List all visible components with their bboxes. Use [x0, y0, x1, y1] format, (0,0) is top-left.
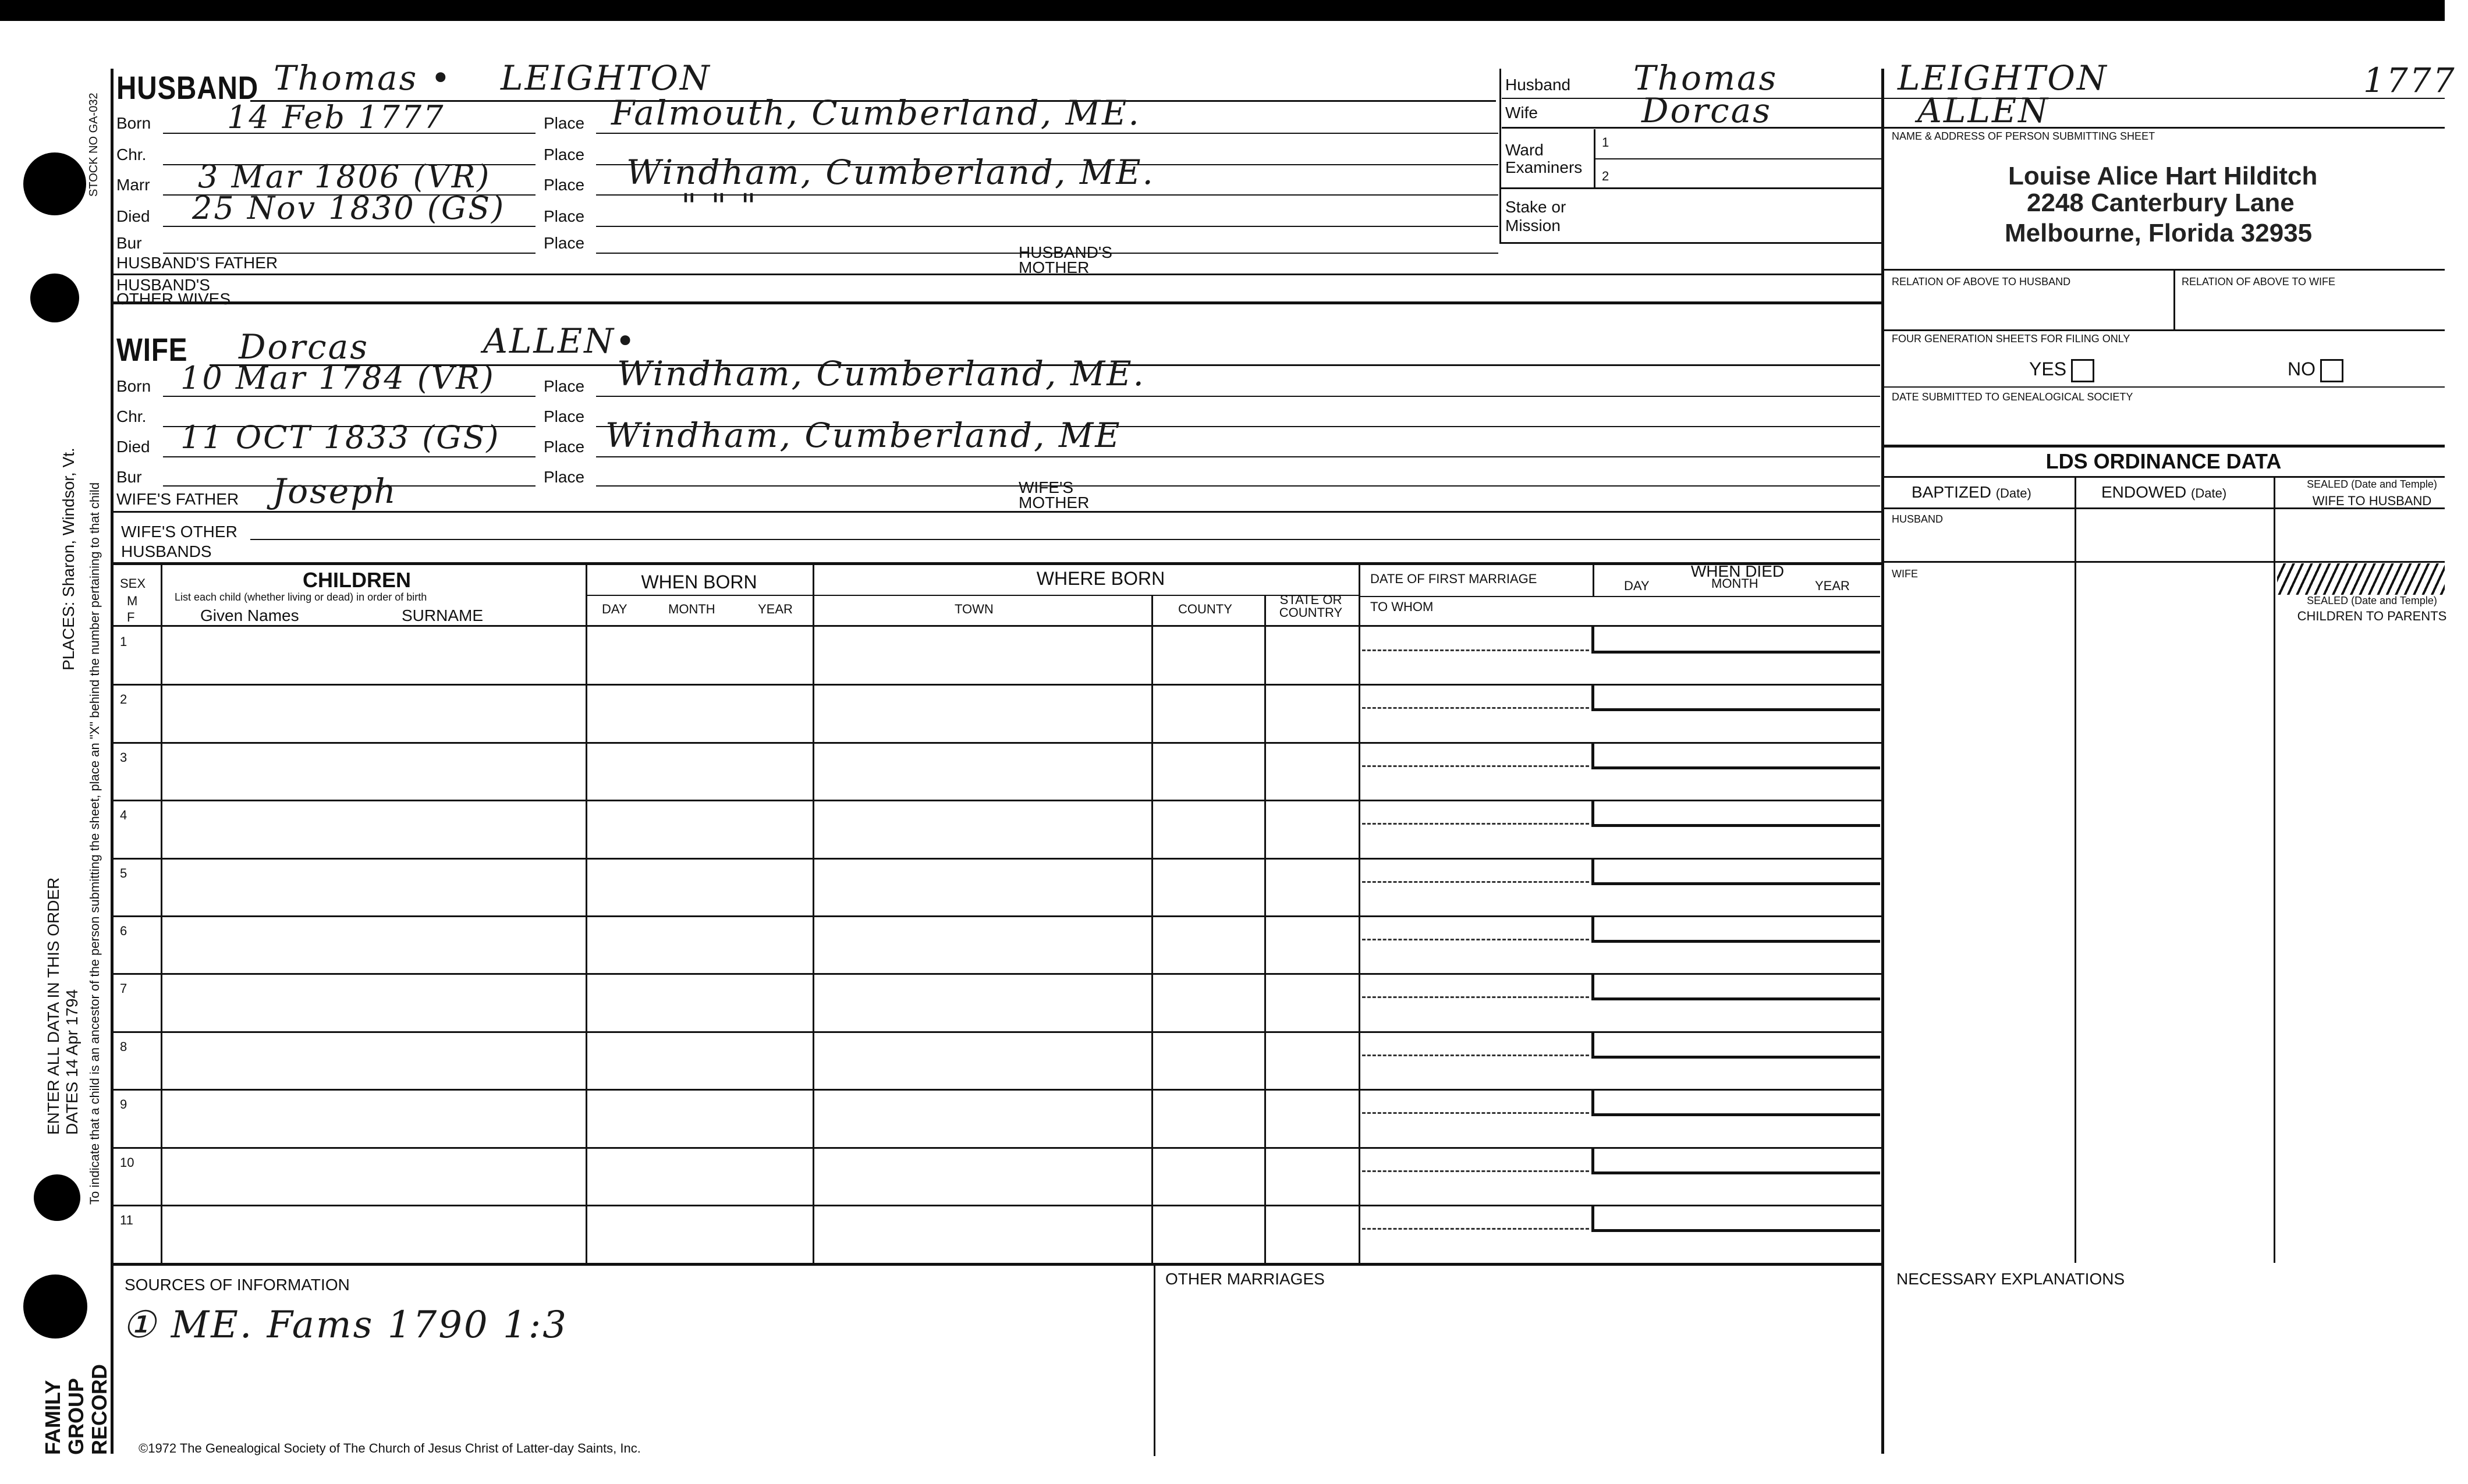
rp-wife-label: Wife [1505, 104, 1538, 122]
four-gen-yes-label: YES [2029, 358, 2067, 379]
no-checkbox[interactable] [2320, 359, 2343, 382]
where-born-header: WHERE BORN [1036, 568, 1165, 589]
husbands-parents-line [112, 274, 1881, 275]
lds-col-1 [2075, 476, 2076, 1263]
husband-surname: LEIGHTON [501, 58, 711, 98]
child-died-bracket [1591, 626, 1594, 652]
left-border [111, 69, 114, 1454]
husband-born-place: Falmouth, Cumberland, ME. [611, 93, 1141, 133]
col-died [1593, 562, 1594, 597]
child-row-divider [112, 915, 1881, 917]
child-row-number: 6 [120, 924, 127, 938]
col-where [813, 562, 814, 1264]
wifes-other-husbands-label-2: HUSBANDS [121, 542, 212, 560]
sex-m-label: M [127, 594, 138, 608]
ward-label: Ward [1505, 141, 1544, 159]
binder-hole-1 [23, 152, 86, 215]
husband-died-place-line [596, 226, 1498, 227]
child-row-divider [112, 973, 1881, 975]
husbands-other-wives-label-1: HUSBAND'S [116, 276, 210, 294]
binder-hole-2 [30, 274, 79, 322]
wifes-mother-label-1: WIFE'S [1019, 478, 1074, 496]
child-row-number: 11 [120, 1213, 133, 1227]
four-gen-no[interactable] [2288, 358, 2343, 382]
wife-bur-place-line [596, 485, 1880, 487]
town-header: TOWN [955, 602, 994, 616]
born-year-header: YEAR [758, 602, 793, 616]
children-table-bottom [112, 1263, 1881, 1266]
child-marriage-dashed-line [1362, 881, 1589, 883]
lds-title: LDS ORDINANCE DATA [2045, 449, 2282, 473]
child-marriage-dashed-line [1362, 823, 1589, 825]
child-died-bracket [1591, 1031, 1594, 1057]
lds-title-bottom-line [1882, 476, 2445, 478]
wifes-parents-line [112, 511, 1881, 513]
col-county [1151, 596, 1153, 1264]
record-title-record: RECORD [87, 1364, 111, 1455]
binder-hole-3 [34, 1174, 80, 1221]
wife-born-date: 10 Mar 1784 (VR) [180, 360, 495, 396]
child-row-divider [112, 1205, 1881, 1206]
wife-born-label: Born [116, 377, 151, 395]
died-month-header: MONTH [1711, 576, 1758, 591]
submitter-name: Louise Alice Hart Hilditch [2008, 162, 2318, 190]
child-died-line [1591, 766, 1880, 769]
child-died-bracket [1591, 1089, 1594, 1114]
submitter-label: NAME & ADDRESS OF PERSON SUBMITTING SHEET [1892, 130, 2155, 142]
child-marriage-dashed-line [1362, 649, 1589, 651]
wife-died-place-line [596, 456, 1880, 457]
child-died-line [1591, 997, 1880, 1000]
date-submitted-label: DATE SUBMITTED TO GENEALOGICAL SOCIETY [1892, 391, 2133, 403]
child-row-divider [112, 742, 1881, 744]
necessary-explanations-label: NECESSARY EXPLANATIONS [1896, 1270, 2125, 1288]
husband-born-place-label: Place [544, 114, 585, 132]
husband-died-place-label: Place [544, 207, 585, 225]
when-died-header: WHEN DIED [1690, 562, 1785, 580]
husband-chr-label: Chr. [116, 145, 147, 164]
child-died-line [1591, 824, 1880, 827]
died-year-header: YEAR [1815, 578, 1850, 593]
state-header-2: COUNTRY [1279, 605, 1343, 620]
first-marriage-header: DATE OF FIRST MARRIAGE [1370, 571, 1537, 586]
child-died-line [1591, 940, 1880, 943]
wife-title: WIFE [116, 331, 188, 368]
four-gen-label: FOUR GENERATION SHEETS FOR FILING ONLY [1892, 333, 2130, 345]
ord-wife-label: WIFE [1892, 568, 1918, 580]
sources-value: ① ME. Fams 1790 1:3 [122, 1304, 568, 1347]
child-row-divider [112, 858, 1881, 860]
wife-born-place: Windham, Cumberland, ME. [617, 354, 1146, 393]
sidebar-enter-all: ENTER ALL DATA IN THIS ORDER [44, 877, 62, 1135]
husband-section-bottom [112, 301, 1881, 304]
examiner-2: 2 [1602, 169, 1609, 183]
endowed-date-hint: (Date) [2191, 486, 2227, 500]
child-row-number: 1 [120, 634, 127, 649]
husbands-mother-label-1: HUSBAND'S [1019, 243, 1112, 261]
child-died-line [1591, 1229, 1880, 1232]
child-row-number: 9 [120, 1097, 127, 1112]
child-died-line [1591, 882, 1880, 885]
husband-born-place-line [596, 133, 1498, 134]
born-month-header: MONTH [668, 602, 715, 616]
child-died-bracket [1591, 1147, 1594, 1173]
stake-label-1: Stake or [1505, 198, 1566, 216]
rp-wife-line [1502, 127, 2445, 129]
children-instruction: List each child (whether living or dead) in order of birth [175, 591, 427, 603]
center-divider [1881, 69, 1884, 1454]
husband-marr-date: 3 Mar 1806 (VR) [198, 158, 491, 195]
submitter-street: 2248 Canterbury Lane [2027, 189, 2295, 217]
child-row-number: 5 [120, 865, 127, 881]
binder-hole-4 [23, 1274, 87, 1339]
relation-bottom-line [1882, 329, 2445, 331]
other-marriages-label: OTHER MARRIAGES [1165, 1270, 1325, 1288]
child-died-line [1591, 1171, 1880, 1174]
husband-given-name: Thomas • [274, 58, 452, 98]
sex-f-label: F [127, 610, 135, 624]
child-row-divider [112, 1031, 1881, 1033]
child-marriage-dashed-line [1362, 765, 1589, 767]
husband-died-date: 25 Nov 1830 (GS) [192, 190, 506, 226]
relation-divider [2173, 269, 2175, 329]
examiners-mid-line [1594, 158, 1881, 159]
rp-wife-given: Dorcas [1641, 91, 1772, 130]
child-marriage-dashed-line [1362, 1055, 1589, 1056]
baptized-header [1912, 483, 2031, 502]
stock-number: STOCK NO GA-032 [87, 93, 100, 197]
sex-label: SEX [120, 576, 146, 591]
examiners-bottom-line [1499, 187, 1881, 189]
four-gen-no-label: NO [2288, 358, 2315, 379]
child-row-divider [112, 1147, 1881, 1149]
child-row-number: 10 [120, 1155, 134, 1170]
lds-header-bottom-line [1882, 507, 2445, 509]
born-day-header: DAY [602, 602, 627, 616]
husband-chr-place-label: Place [544, 145, 585, 164]
child-row-number: 2 [120, 692, 127, 707]
child-marriage-dashed-line [1362, 1228, 1589, 1230]
stake-bottom-line [1499, 242, 1881, 244]
wife-bur-place-label: Place [544, 468, 585, 486]
wife-died-date: 11 OCT 1833 (GS) [180, 419, 501, 456]
four-gen-bottom-line [1882, 386, 2445, 388]
husband-born-line [163, 133, 536, 134]
husband-marr-place-label: Place [544, 176, 585, 194]
submitter-city: Melbourne, Florida 32935 [2005, 219, 2313, 247]
state-header-1: STATE OR [1279, 592, 1342, 607]
child-died-bracket [1591, 1205, 1594, 1230]
when-born-subline [586, 595, 1359, 596]
sidebar-instruction: To indicate that a child is an ancestor of the person submitting the sheet, place an "X" behind the number pertaining to that child [87, 482, 102, 1205]
wife-born-line [163, 396, 536, 397]
child-row-number: 4 [120, 808, 127, 823]
husband-bur-place-label: Place [544, 234, 585, 252]
child-died-line [1591, 651, 1880, 654]
children-header-bottom [112, 625, 1881, 627]
ord-husband-label: HUSBAND [1892, 513, 1944, 525]
wife-chr-place-label: Place [544, 407, 585, 425]
child-died-bracket [1591, 915, 1594, 941]
wife-surname: ALLEN• [483, 321, 637, 361]
child-row-divider [112, 684, 1881, 686]
child-died-line [1591, 1056, 1880, 1059]
sealed-wife-header-1: SEALED (Date and Temple) [2307, 478, 2437, 490]
to-whom-header: TO WHOM [1370, 599, 1434, 614]
husband-died-place: " " " [681, 186, 758, 226]
wife-chr-label: Chr. [116, 407, 147, 425]
rp-wife-surname: ALLEN [1917, 91, 2050, 130]
child-marriage-dashed-line [1362, 939, 1589, 940]
child-row-number: 8 [120, 1039, 127, 1054]
wife-died-label: Died [116, 438, 150, 456]
husband-title: HUSBAND [116, 69, 258, 106]
copyright-notice: ©1972 The Genealogical Society of The Church of Jesus Christ of Latter-day Saints, Inc. [139, 1441, 641, 1455]
sidebar-places: PLACES: Sharon, Windsor, Vt. [59, 448, 77, 670]
child-row-number: 3 [120, 750, 127, 765]
baptized-date-hint: (Date) [1995, 486, 2031, 500]
rp-husband-given: Thomas [1633, 58, 1778, 98]
husbands-other-wives-label-2: OTHER WIVES [116, 290, 231, 308]
col-marriage [1359, 562, 1360, 1264]
husband-born-label: Born [116, 114, 151, 132]
when-born-header: WHEN BORN [641, 571, 757, 592]
footer-divider [1154, 1264, 1155, 1456]
child-marriage-dashed-line [1362, 707, 1589, 709]
wife-bur-label: Bur [116, 468, 142, 486]
examiners-label: Examiners [1505, 158, 1583, 176]
wifes-other-husbands-line [250, 539, 1880, 540]
wife-died-place-label: Place [544, 438, 585, 456]
date-submitted-bottom-line [1882, 445, 2445, 448]
husbands-father-label: HUSBAND'S FATHER [116, 254, 278, 272]
child-row-number: 7 [120, 981, 127, 996]
relation-husband-label: RELATION OF ABOVE TO HUSBAND [1892, 276, 2071, 287]
children-title: CHILDREN [303, 568, 411, 592]
child-died-bracket [1591, 800, 1594, 825]
county-header: COUNTY [1178, 602, 1232, 616]
surname-header: SURNAME [402, 606, 484, 624]
endowed-header [2101, 483, 2226, 502]
sources-label: SOURCES OF INFORMATION [125, 1276, 350, 1294]
examiner-1: 1 [1602, 135, 1609, 150]
lds-col-2 [2274, 476, 2275, 1263]
wife-born-place-line [596, 396, 1880, 397]
husband-died-line [163, 226, 536, 227]
child-marriage-dashed-line [1362, 996, 1589, 998]
child-marriage-dashed-line [1362, 1112, 1589, 1114]
rp-left-border [1499, 69, 1501, 243]
rp-husband-year: 1777 [2363, 61, 2456, 100]
husband-marr-label: Marr [116, 176, 150, 194]
wifes-father-name: Joseph [272, 471, 398, 511]
rp-husband-label: Husband [1505, 76, 1571, 94]
husband-bur-label: Bur [116, 234, 142, 252]
col-born [586, 562, 587, 1264]
child-row-divider [112, 1089, 1881, 1091]
ord-husband-bottom-line [1882, 561, 2445, 563]
sealed-wife-header-2: WIFE TO HUSBAND [2312, 494, 2432, 508]
sealed-children-header-2: CHILDREN TO PARENTS [2297, 609, 2447, 623]
submitter-bottom-line [1882, 269, 2445, 271]
child-died-bracket [1591, 858, 1594, 883]
relation-wife-label: RELATION OF ABOVE TO WIFE [2182, 276, 2336, 287]
husband-born-date: 14 Feb 1777 [227, 99, 445, 136]
wife-died-line [163, 456, 536, 457]
rp-husband-surname: LEIGHTON [1898, 58, 2108, 98]
when-died-header-bottom [1359, 596, 1880, 597]
top-scan-band [0, 0, 2445, 21]
child-died-bracket [1591, 973, 1594, 999]
record-title-family: FAMILY [41, 1380, 65, 1455]
four-gen-yes[interactable] [2029, 358, 2094, 382]
wife-born-place-label: Place [544, 377, 585, 395]
husband-marr-place: Windham, Cumberland, ME. [626, 152, 1155, 192]
stake-label-2: Mission [1505, 216, 1561, 235]
sidebar-dates: DATES 14 Apr 1794 [63, 989, 81, 1135]
col-state [1264, 596, 1266, 1264]
col-sex [161, 562, 162, 1264]
yes-checkbox[interactable] [2071, 359, 2094, 382]
sealed-children-header-1: SEALED (Date and Temple) [2307, 595, 2437, 606]
child-died-bracket [1591, 742, 1594, 768]
record-title-group: GROUP [64, 1378, 88, 1455]
endowed-label: ENDOWED [2101, 483, 2187, 501]
given-names-header: Given Names [200, 606, 299, 624]
died-day-header: DAY [1624, 578, 1650, 593]
sealed-hatch [2277, 563, 2445, 595]
baptized-label: BAPTIZED [1912, 483, 1991, 501]
child-marriage-dashed-line [1362, 1170, 1589, 1172]
child-died-line [1591, 1113, 1880, 1116]
wifes-other-husbands-label-1: WIFE'S OTHER [121, 523, 237, 541]
wifes-father-label: WIFE'S FATHER [116, 490, 239, 508]
wife-died-place: Windham, Cumberland, ME [605, 416, 1122, 455]
child-died-bracket [1591, 684, 1594, 709]
wifes-mother-label-2: MOTHER [1019, 494, 1090, 512]
wife-given-name: Dorcas [239, 327, 369, 367]
husband-died-label: Died [116, 207, 150, 225]
child-row-divider [112, 800, 1881, 801]
child-died-line [1591, 708, 1880, 711]
husbands-mother-label-2: MOTHER [1019, 258, 1090, 276]
